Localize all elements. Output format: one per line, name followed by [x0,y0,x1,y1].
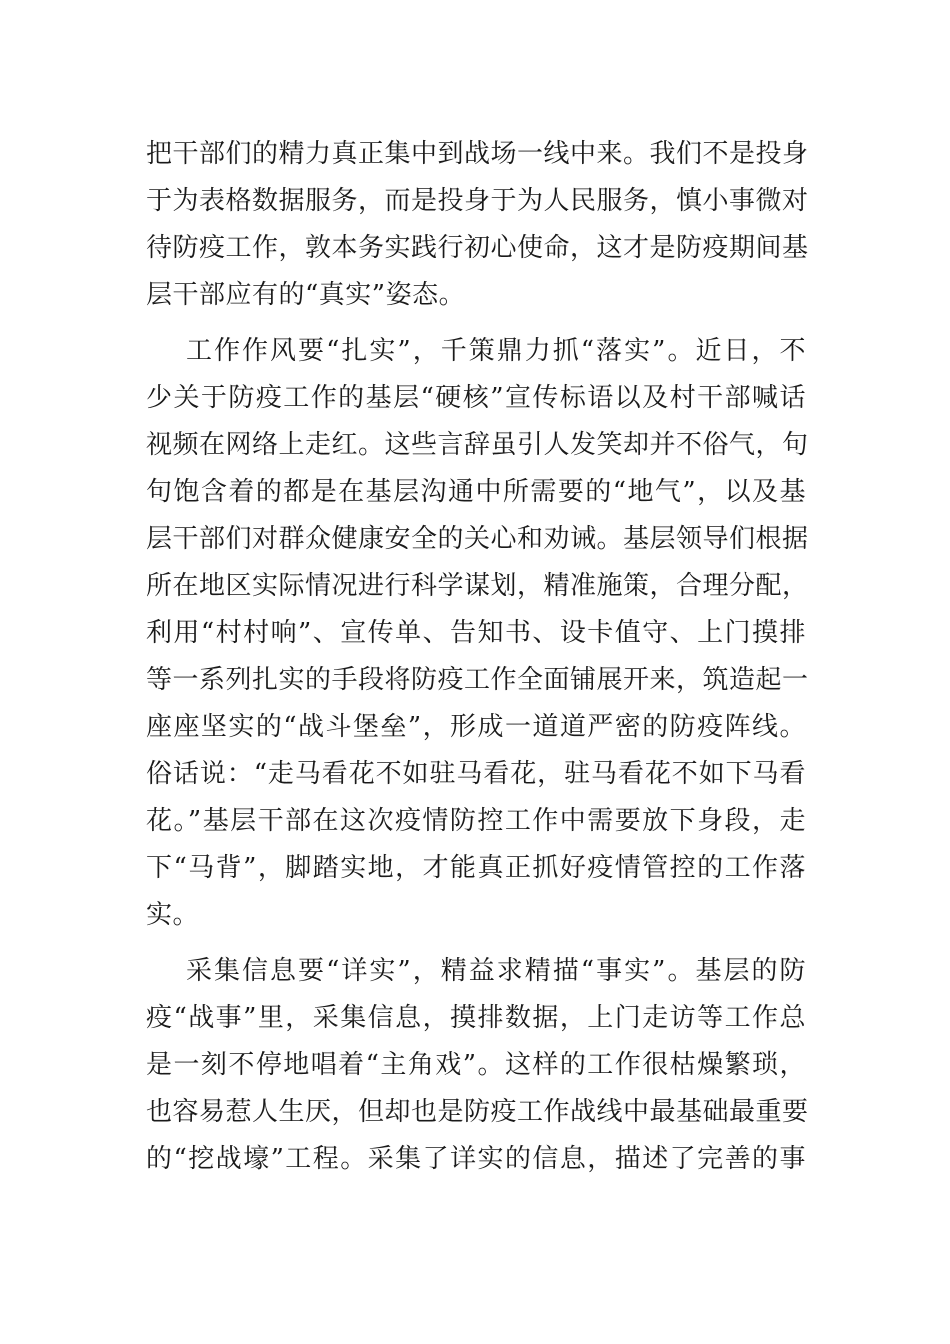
text-line: 实。 [146,900,200,930]
text-line: 句饱含着的都是在基层沟通中所需要的“地气”，以及基 [146,477,806,507]
text-line: 把干部们的精力真正集中到战场一线中来。我们不是投身 [146,139,809,169]
text-line: 工作作风要“扎实”，千策鼎力抓“落实”。近日，不 [186,336,806,366]
text-line: 采集信息要“详实”，精益求精描“事实”。基层的防 [186,956,806,986]
text-line: 层干部应有的“真实”姿态。 [146,280,466,310]
text-line: 下“马背”，脚踏实地，才能真正抓好疫情管控的工作落 [146,853,806,883]
text-line: 疫“战事”里，采集信息，摸排数据，上门走访等工作总 [146,1003,806,1033]
text-line: 花。”基层干部在这次疫情防控工作中需要放下身段，走 [146,806,806,836]
text-line: 的“挖战壕”工程。采集了详实的信息，描述了完善的事 [146,1144,806,1174]
text-line: 等一系列扎实的手段将防疫工作全面铺展开来，筑造起一 [146,665,809,695]
text-line: 视频在网络上走红。这些言辞虽引人发笑却并不俗气，句 [146,430,809,460]
text-line: 所在地区实际情况进行科学谋划，精准施策，合理分配， [146,571,809,601]
text-line: 是一刻不停地唱着“主角戏”。这样的工作很枯燥繁琐， [146,1050,806,1080]
text-line: 少关于防疫工作的基层“硬核”宣传标语以及村干部喊话 [146,383,806,413]
text-line: 利用“村村响”、宣传单、告知书、设卡值守、上门摸排 [146,618,806,648]
text-line: 层干部们对群众健康安全的关心和劝诫。基层领导们根据 [146,524,809,554]
text-line: 待防疫工作，敦本务实践行初心使命，这才是防疫期间基 [146,233,809,263]
text-line: 座座坚实的“战斗堡垒”，形成一道道严密的防疫阵线。 [146,712,806,742]
text-line: 于为表格数据服务，而是投身于为人民服务，慎小事微对 [146,186,809,216]
text-line: 俗话说：“走马看花不如驻马看花，驻马看花不如下马看 [146,759,806,789]
text-line: 也容易惹人生厌，但却也是防疫工作战线中最基础最重要 [146,1097,809,1127]
